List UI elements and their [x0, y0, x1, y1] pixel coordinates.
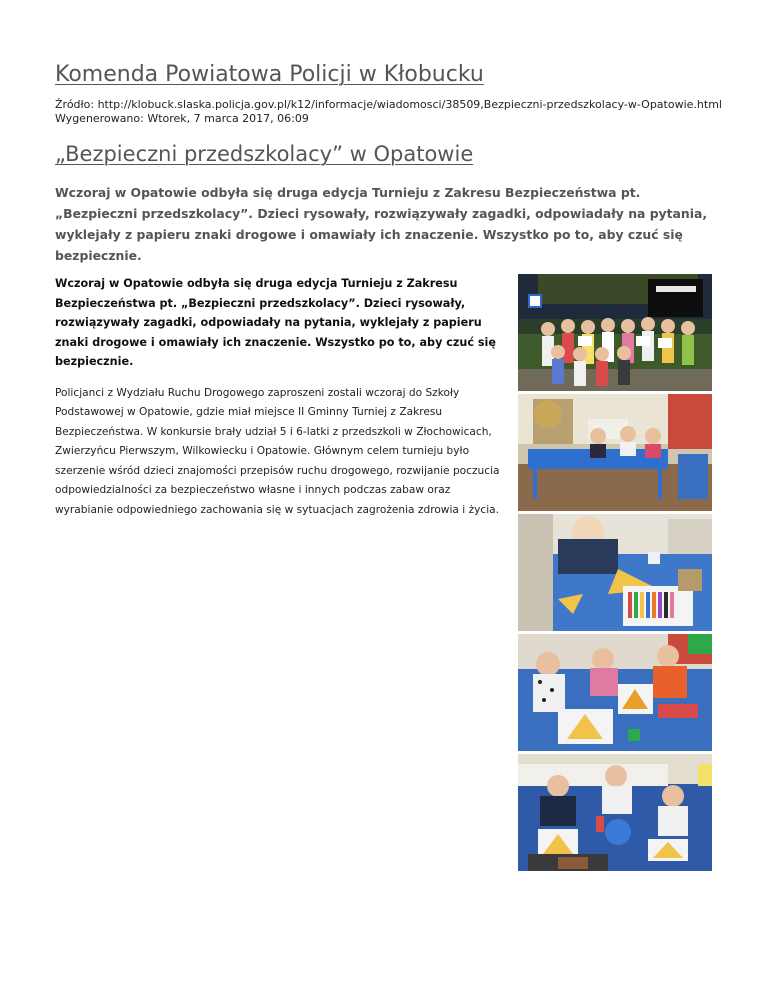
site-title[interactable]: Komenda Powiatowa Policji w Kłobucku: [55, 62, 484, 87]
photo-gallery: [518, 274, 713, 874]
article-content: [55, 274, 715, 520]
gallery-photo-classroom[interactable]: [518, 394, 712, 511]
print-page: [55, 60, 722, 520]
gallery-photo-group[interactable]: [518, 274, 712, 391]
generated-line: Wygenerowano: Wtorek, 7 marca 2017, 06:09: [55, 112, 309, 125]
article-lead: Wczoraj w Opatowie odbyła się druga edycja Turnieju z Zakresu Bezpieczeństwa pt. „Bezpieczni przedszkolacy”. Dzieci rysowały, rozwiązywały zagadki, odpowiadały na pytania, wyklejały z papieru znaki drogowe i omawiały ich znaczenie. Wszystko po to, aby czuć się bezpiecznie.: [55, 185, 708, 263]
article-title[interactable]: „Bezpieczni przedszkolacy” w Opatowie: [55, 142, 474, 166]
meta-info: [55, 98, 722, 126]
article-body: Policjanci z Wydziału Ruchu Drogowego zaproszeni zostali wczoraj do Szkoły Podstawowej w Opatowie, gdzie miał miejsce II Gminny Turniej z Zakresu Bezpieczeństwa. W konkursie brały udział 5 i 6-latki z przedszkoli w Złochowicach, Zwierzyńcu Pierwszym, Wilkowiecku i Opatowie. Głównym celem turnieju było szerzenie wśród dzieci znajomości przepisów ruchu drogowego, rozwijanie poczucia odpowiedzialności za bezpieczeństwo własne i innych podczas zabaw oraz wyrabianie odpowiedniego zachowania się w sytuacjach zagrożenia zdrowia i życia.: [55, 386, 500, 516]
source-line: Źródło: http://klobuck.slaska.policja.gov.pl/k12/informacje/wiadomosci/38509,Bezpieczni-przedszkolacy-w-Opatowie.html: [55, 98, 722, 111]
gallery-photo-crafts[interactable]: [518, 514, 712, 631]
gallery-photo-table-work[interactable]: [518, 754, 712, 871]
article-intro: Wczoraj w Opatowie odbyła się druga edycja Turnieju z Zakresu Bezpieczeństwa pt. „Bezpieczni przedszkolacy”. Dzieci rysowały, rozwiązywały zagadki, odpowiadały na pytania, wyklejały z papieru znaki drogowe i omawiały ich znaczenie. Wszystko po to, aby czuć się bezpiecznie.: [55, 277, 496, 368]
text-column: [55, 274, 510, 520]
gallery-photo-gluing[interactable]: [518, 634, 712, 751]
